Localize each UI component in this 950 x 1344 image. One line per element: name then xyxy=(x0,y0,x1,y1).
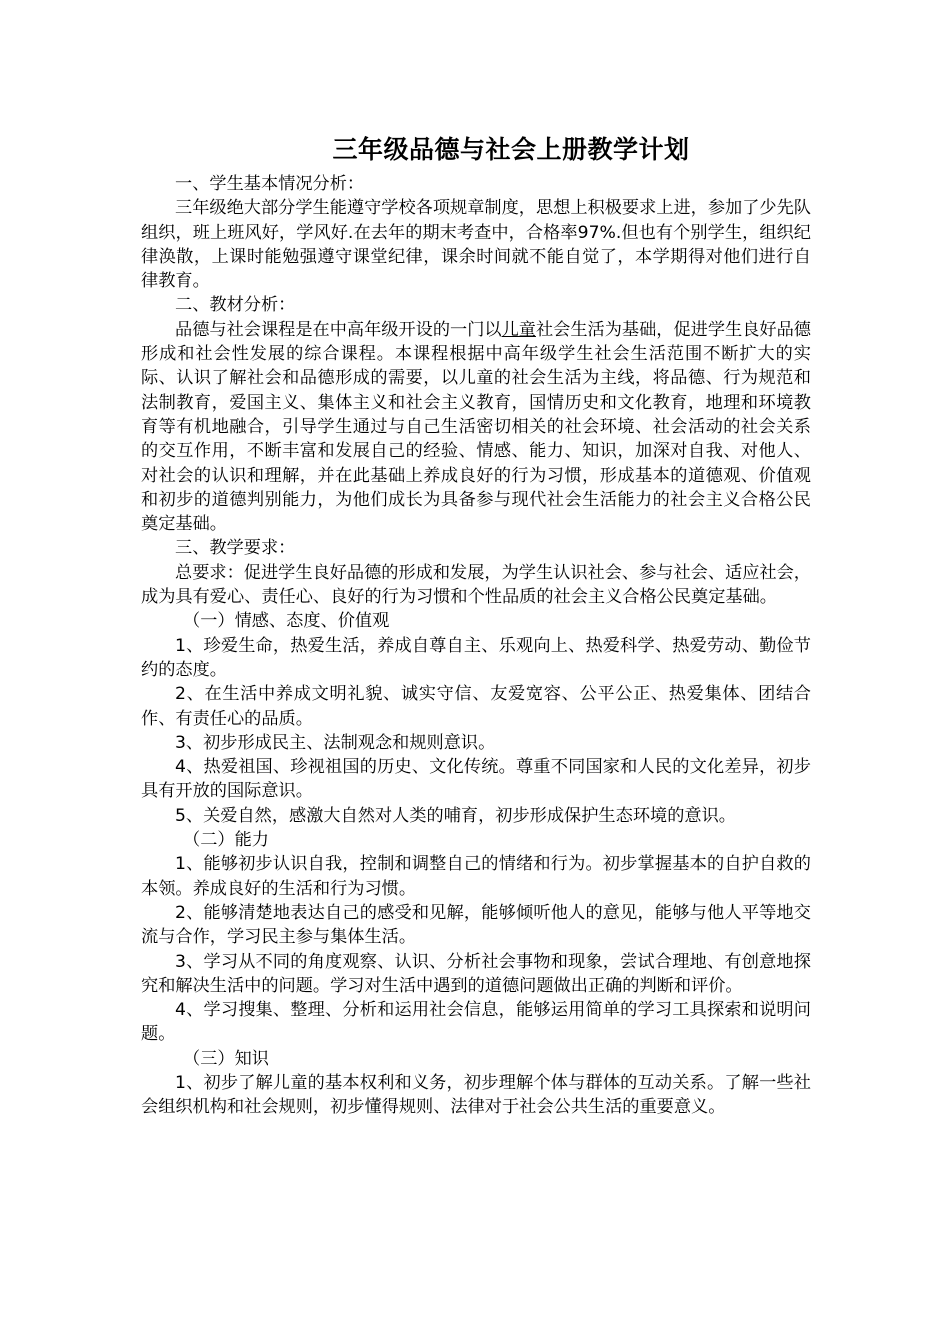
list-item: 3、初步形成民主、法制观念和规则意识。 xyxy=(175,732,496,753)
section2-body-rest: 社会生活为基础，促进学生良好品德形成和社会性发展的综合课程。本课程根据中高年级学生社会生活范围不断扩大的实际、认识了解社会和品德形成的需要，以儿童的社会生活为主线，将品德、行为规范和法制教育，爱国主义、集体主义和社会主义教育，国情历史和文化教育，地理和环境教育等有机地融合，引导学生通过与自己生活密切相关的社会环境、社会活动的社会关系的交互作用，不断丰富和发展自己的经验、情感、能力、知识，加深对自我、对他人、对社会的认识和理解，并在此基础上养成良好的行为习惯，形成基本的道德观、价值观和初步的道德判别能力，为他们成长为具备参与现代社会生活能力的社会主义合格公民奠定基础。 xyxy=(141,319,811,535)
section3-heading: 三、教学要求： xyxy=(175,538,296,559)
section1-heading: 一、学生基本情况分析： xyxy=(175,174,365,194)
section1-body: 三年级绝大部分学生能遵守学校各项规章制度，思想上积极要求上进，参加了少先队组织，班上班风好，学风好.在去年的期末考查中，合格率97%.但也有个别学生，组织纪律涣散，上课时能勉强遵守课堂纪律，课余时间就不能自觉了，本学期得对他们进行自律教育。 xyxy=(141,198,811,292)
list-item: 2、能够清楚地表达自己的感受和见解，能够倾听他人的意见，能够与他人平等地交流与合作，学习民主参与集体生活。 xyxy=(141,902,811,948)
section2-body xyxy=(141,318,811,537)
subsection2-heading: （二）能力 xyxy=(183,830,269,851)
list-item: 1、能够初步认识自我，控制和调整自己的情绪和行为。初步掌握基本的自护自救的本领。养成良好的生活和行为习惯。 xyxy=(141,854,811,899)
list-item: 2、在生活中养成文明礼貌、诚实守信、友爱宽容、公平公正、热爱集体、团结合作、有责任心的品质。 xyxy=(141,684,811,729)
overall-requirement: 总要求：促进学生良好品德的形成和发展，为学生认识社会、参与社会、适应社会，成为具有爱心、责任心、良好的行为习惯和个性品质的社会主义合格公民奠定基础。 xyxy=(141,562,811,608)
list-item: 4、热爱祖国、珍视祖国的历史、文化传统。尊重不同国家和人民的文化差异，初步具有开放的国际意识。 xyxy=(141,757,811,802)
document-page xyxy=(141,128,811,1120)
subsection3-heading: （三）知识 xyxy=(183,1048,269,1069)
list-item: 5、关爱自然，感激大自然对人类的哺育，初步形成保护生态环境的意识。 xyxy=(175,805,736,826)
list-item: 3、学习从不同的角度观察、认识、分析社会事物和现象，尝试合理地、有创意地探究和解决生活中的问题。学习对生活中遇到的道德问题做出正确的判断和评价。 xyxy=(141,951,811,996)
underlined-term: 儿童 xyxy=(501,319,536,340)
document-title: 三年级品德与社会上册教学计划 xyxy=(332,135,690,164)
subsection1-heading: （一）情感、态度、价值观 xyxy=(183,611,390,632)
section2-heading: 二、教材分析： xyxy=(175,295,296,316)
list-item: 1、珍爱生命，热爱生活，养成自尊自主、乐观向上、热爱科学、热爱劳动、勤俭节约的态度。 xyxy=(141,635,811,680)
list-item: 4、学习搜集、整理、分析和运用社会信息，能够运用简单的学习工具探索和说明问题。 xyxy=(141,1000,811,1045)
section2-body-start: 品德与社会课程是在中高年级开设的一门以 xyxy=(175,319,502,340)
list-item: 1、初步了解儿童的基本权利和义务，初步理解个体与群体的互动关系。了解一些社会组织机构和社会规则，初步懂得规则、法律对于社会公共生活的重要意义。 xyxy=(141,1072,811,1118)
